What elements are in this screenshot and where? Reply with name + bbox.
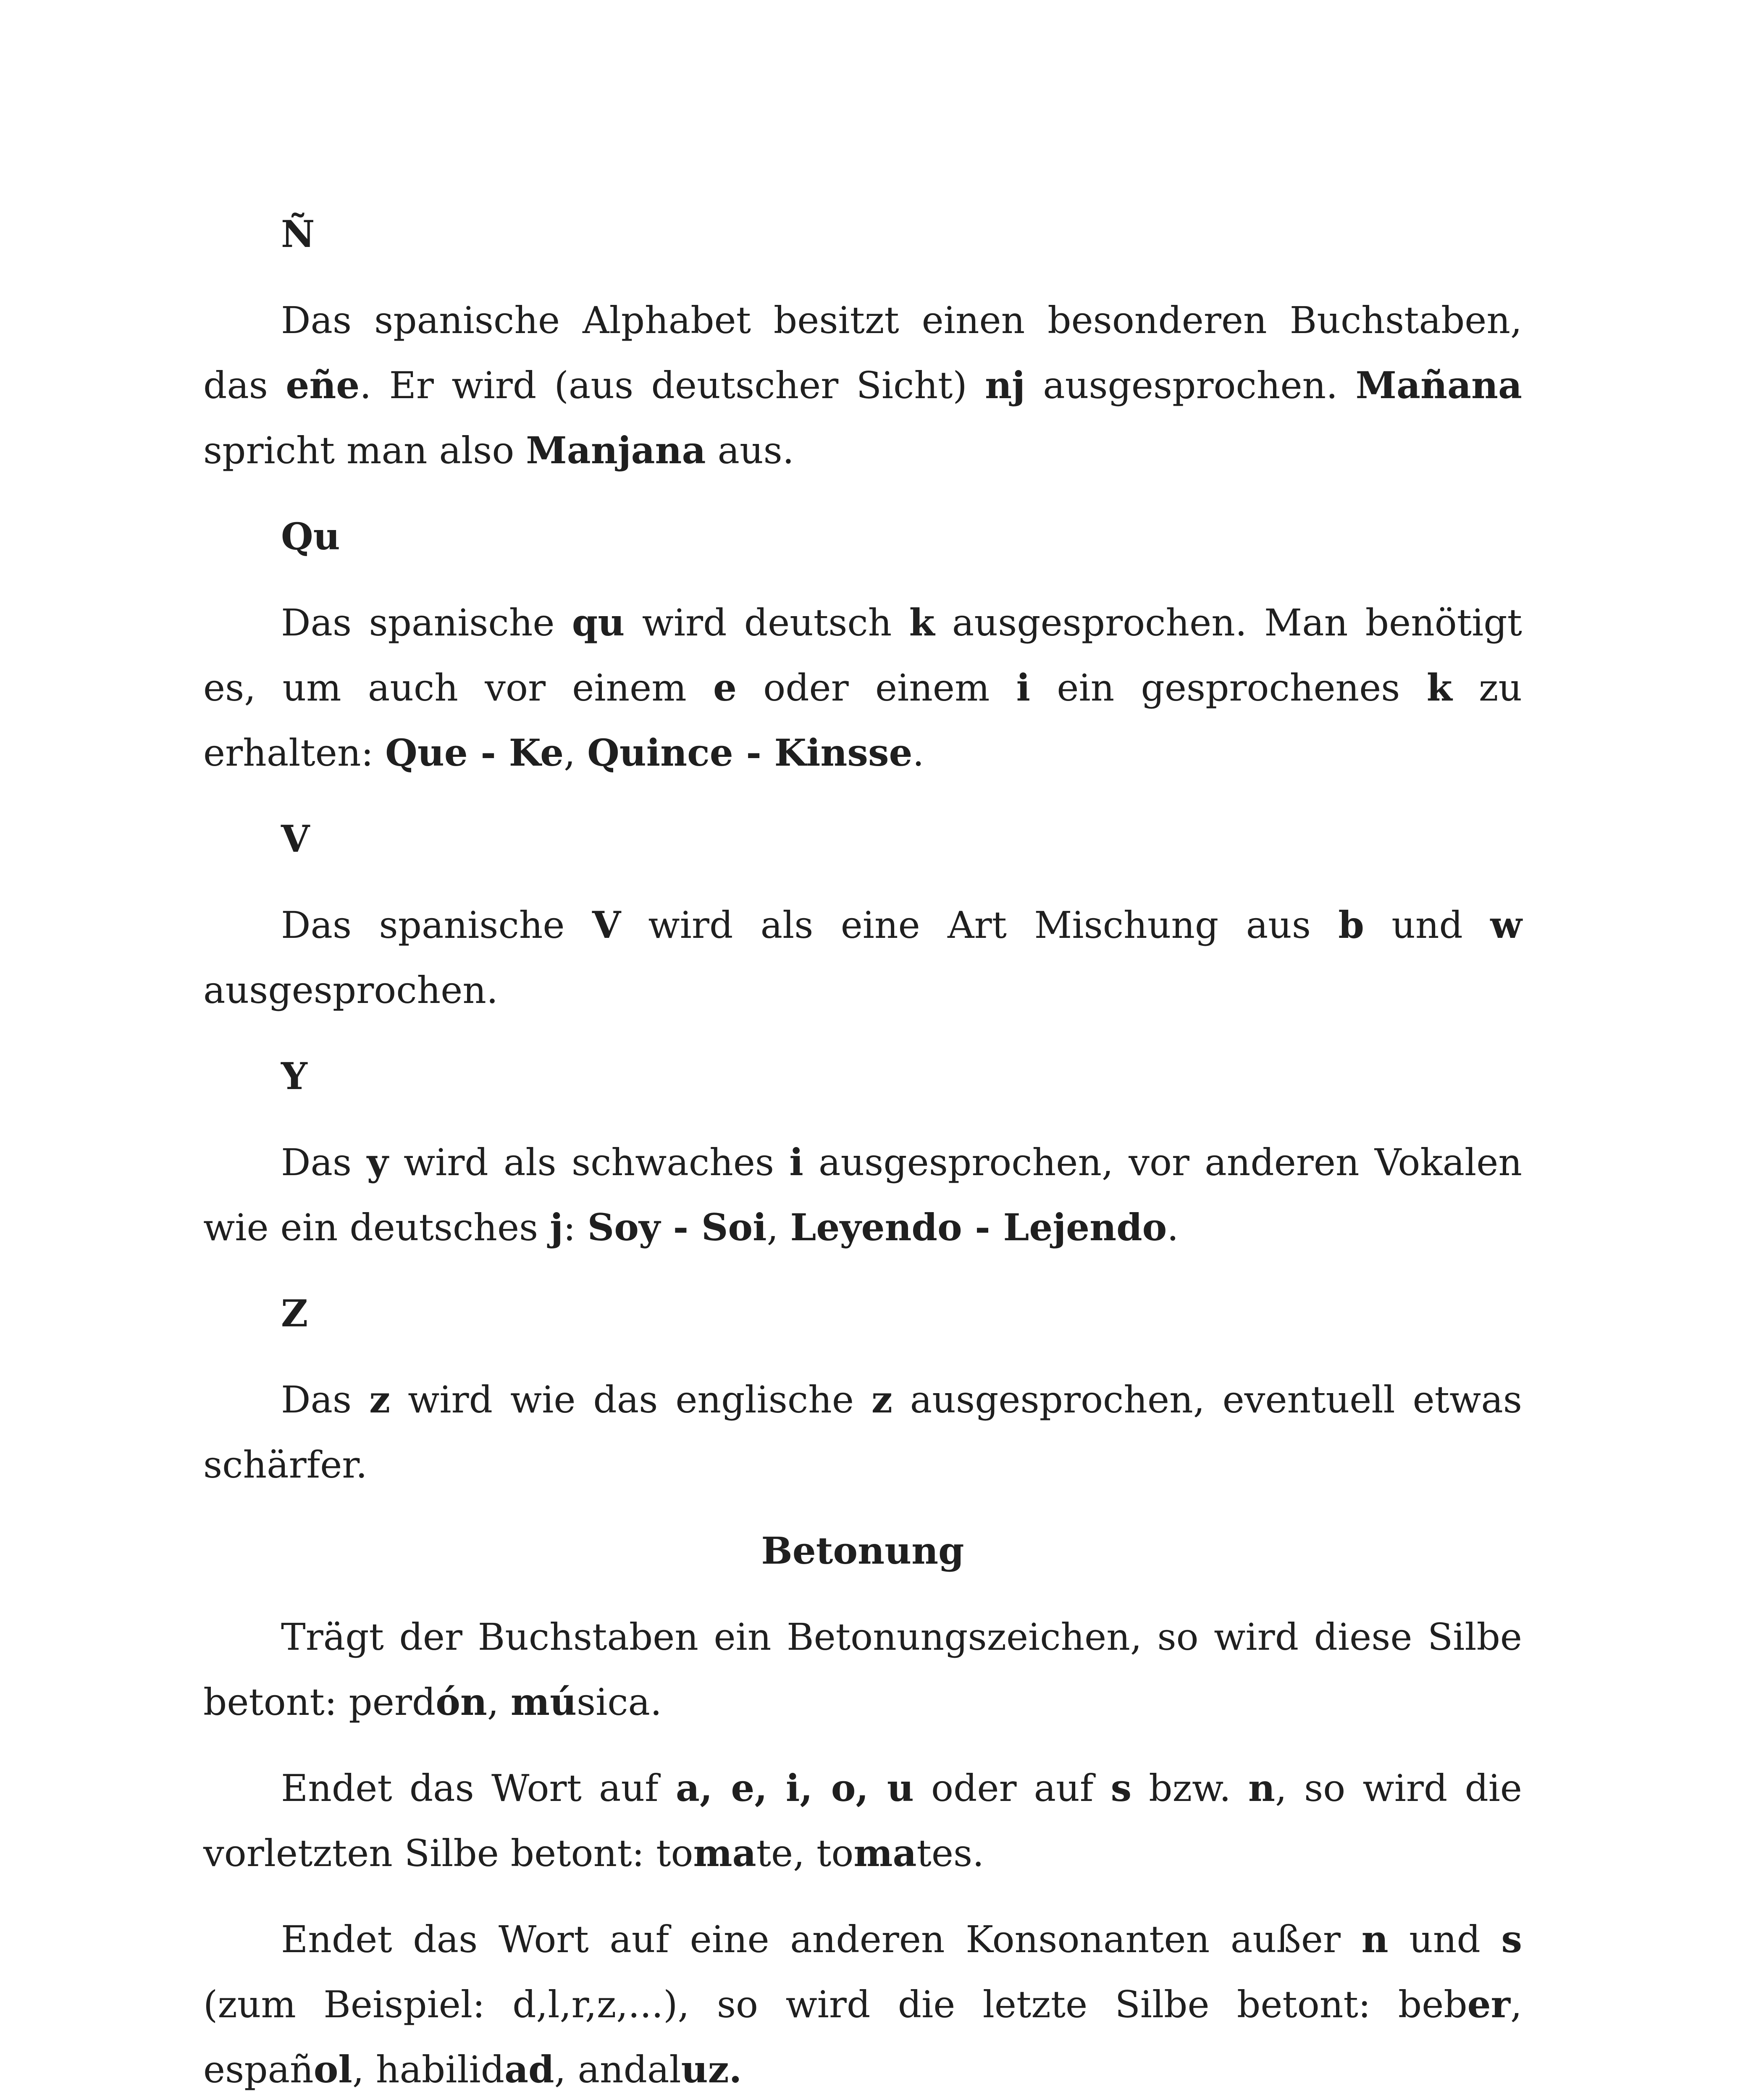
bold-text: s (1501, 1917, 1522, 1961)
text-run: , (564, 731, 588, 774)
bold-text: eñe (286, 363, 360, 407)
bold-text: n (1248, 1766, 1275, 1810)
text-run: und (1364, 903, 1491, 947)
text-run: spricht man also (203, 429, 526, 472)
text-run: tes. (916, 1832, 984, 1875)
text-run: wird als eine Art Mischung aus (621, 903, 1339, 947)
text-run: . (1167, 1206, 1179, 1249)
bold-text: Soy - Soi (587, 1205, 767, 1249)
bold-text: k (909, 601, 935, 644)
text-run: (zum Beispiel: d,l,r,z,...), so wird die letzte Silbe betont: beb (203, 1983, 1467, 2026)
bold-text: s (1110, 1766, 1132, 1810)
text-run: bzw. (1131, 1767, 1248, 1810)
section-heading: Ñ (281, 212, 315, 256)
bold-text: qu (572, 601, 625, 644)
paragraph (203, 892, 1522, 1023)
text-run: , andal (554, 2048, 681, 2091)
text-run: wird deutsch (625, 601, 909, 644)
bold-text: i (789, 1140, 803, 1184)
bold-text: Que - Ke (385, 731, 564, 774)
text-run: : (563, 1206, 588, 1249)
paragraph (203, 1130, 1522, 1260)
bold-text: Mañana (1355, 363, 1522, 407)
text-run: Das spanische (281, 903, 592, 947)
bold-text: y (367, 1140, 388, 1184)
text-run: ein gesprochenes (1030, 666, 1427, 709)
bold-text: k (1426, 666, 1452, 709)
text-run: Das (281, 1378, 370, 1421)
text-run: sica. (576, 1680, 662, 1724)
text-run: oder auf (914, 1767, 1111, 1810)
text-run: te, to (756, 1832, 854, 1875)
text-run: , habilid (352, 2048, 505, 2091)
text-run: , españ (203, 1983, 1522, 2091)
bold-text: uz. (681, 2048, 742, 2091)
text-run: Endet das Wort auf (281, 1767, 676, 1810)
bold-text: z (871, 1378, 892, 1421)
bold-text: ón (436, 1680, 487, 1724)
paragraph (203, 1907, 1522, 2100)
text-run: , so wird die vorletzten Silbe betont: to (203, 1767, 1522, 1875)
text-run: , (487, 1680, 511, 1724)
bold-text: ol (313, 2048, 352, 2091)
bold-text: e (713, 666, 737, 709)
section-heading: V (281, 817, 310, 861)
section-heading: Y (281, 1054, 307, 1098)
paragraph (203, 1756, 1522, 1886)
bold-text: n (1361, 1917, 1389, 1961)
text-run: ausgesprochen. (203, 969, 498, 1012)
bold-text: ma (853, 1831, 917, 1875)
bold-text: mú (510, 1680, 577, 1724)
text-run: ausgesprochen. Man benötigt es, um auch vor einem (203, 601, 1522, 709)
text-run: oder einem (736, 666, 1016, 709)
bold-text: Leyendo - Lejendo (790, 1205, 1167, 1249)
bold-text: Quince - Kinsse (587, 731, 913, 774)
bold-text: Manjana (526, 428, 706, 472)
paragraph (203, 288, 1522, 483)
bold-text: b (1338, 903, 1364, 947)
text-run: Das spanische Alphabet besitzt einen besonderen Buchstaben, das (203, 299, 1522, 407)
text-run: wird als schwaches (388, 1141, 790, 1184)
text-run: Endet das Wort auf eine anderen Konsonanten außer (281, 1918, 1362, 1961)
bold-text: V (592, 903, 621, 947)
text-run: Das spanische (281, 601, 572, 644)
text-run: . Er wird (aus deutscher Sicht) (360, 364, 985, 407)
text-run: und (1388, 1918, 1502, 1961)
text-run: Trägt der Buchstaben ein Betonungszeichen, so wird diese Silbe betont: perd (203, 1615, 1522, 1724)
section-heading: Betonung (761, 1529, 964, 1572)
text-run: zu erhalten: (203, 666, 1522, 774)
bold-text: j (550, 1205, 564, 1249)
bold-text: er (1467, 1982, 1511, 2026)
text-run: aus. (706, 429, 794, 472)
text-run: , (766, 1206, 790, 1249)
bold-text: ad (504, 2048, 554, 2091)
bold-text: z (369, 1378, 391, 1421)
text-run: ausgesprochen, vor anderen Vokalen wie ein deutsches (203, 1141, 1522, 1249)
bold-text: ma (693, 1831, 756, 1875)
text-run: Das (281, 1141, 367, 1184)
page-body (203, 202, 1522, 2100)
section-heading: Z (281, 1292, 308, 1335)
text-run: ausgesprochen. (1025, 364, 1356, 407)
bold-text: nj (985, 363, 1025, 407)
bold-text: a, e, i, o, u (675, 1766, 914, 1810)
bold-text: i (1016, 666, 1031, 709)
text-run: ausgesprochen, eventuell etwas schärfer. (203, 1378, 1522, 1486)
text-run: wird wie das englische (390, 1378, 872, 1421)
text-run: . (912, 731, 924, 774)
section-heading: Qu (281, 514, 340, 558)
bold-text: w (1490, 903, 1522, 947)
paragraph (203, 1367, 1522, 1497)
paragraph (203, 590, 1522, 785)
paragraph (203, 1604, 1522, 1735)
